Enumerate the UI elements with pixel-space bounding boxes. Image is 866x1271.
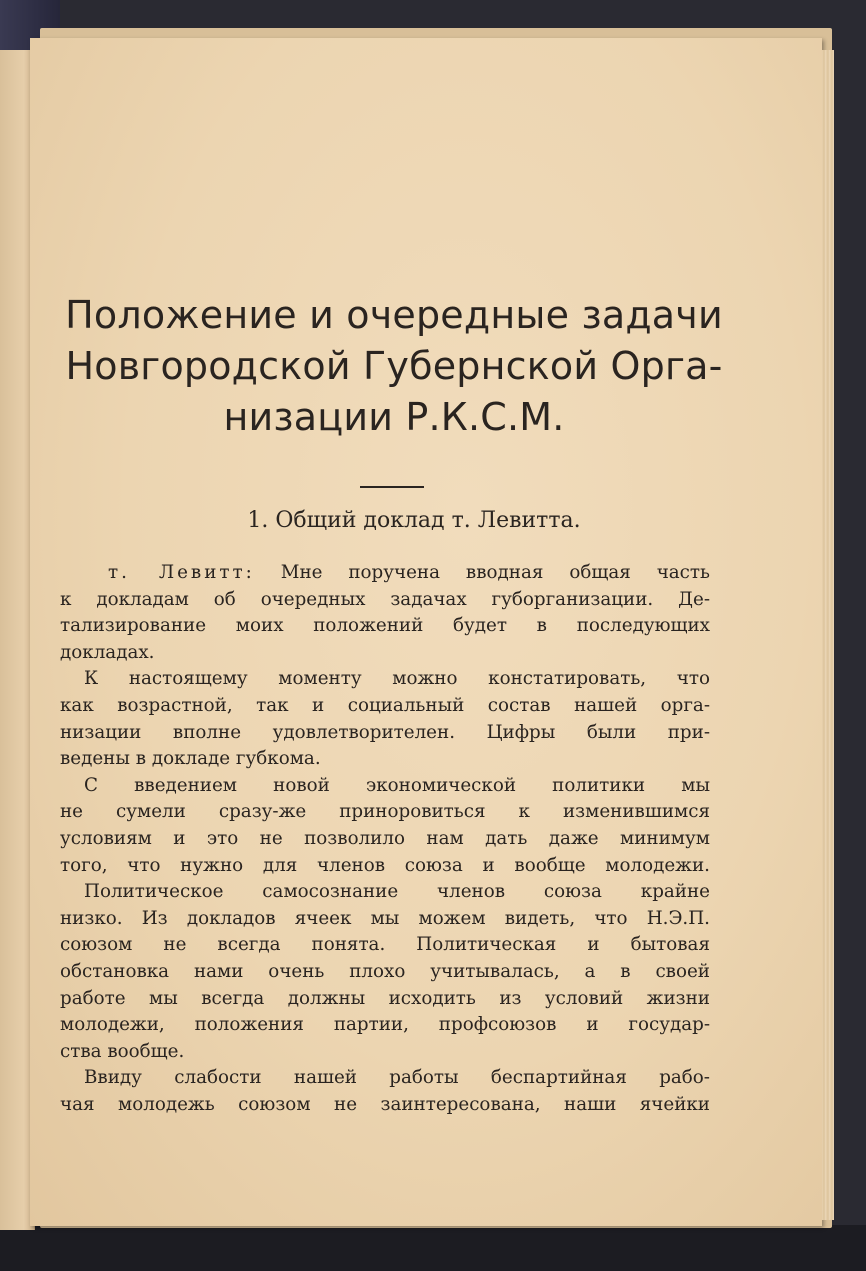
text-line-content: Мне поручена вводная общая часть: [254, 562, 710, 583]
text-line-content: тализирование моих положений будет в последующих: [60, 615, 710, 637]
text-line: [60, 799, 710, 826]
title-line-2: Новгородской Губернской Орга-: [65, 344, 723, 388]
text-line-content: обстановка нами очень плохо учитывалась, а в своей: [60, 960, 710, 982]
text-line: [60, 720, 710, 747]
text-line-content: Ввиду слабости нашей работы беспартийная рабо-: [84, 1067, 710, 1089]
text-line-content: К настоящему моменту можно констатировать, что: [84, 668, 710, 690]
title-line-1: Положение и очередные задачи: [65, 293, 723, 337]
text-line: [60, 666, 710, 693]
text-line: [60, 613, 710, 640]
text-line-content: условиям и это не позволило нам дать даже минимум: [60, 827, 710, 849]
text-line-content: союзом не всегда понята. Политическая и бытовая: [60, 934, 710, 956]
text-line-content: докладах.: [60, 641, 155, 663]
text-line: [60, 879, 710, 906]
text-line-content: ства вообще.: [60, 1040, 185, 1062]
title-line-3: низации Р.К.С.М.: [223, 395, 565, 439]
text-line-content: как возрастной, так и социальный состав нашей орга-: [60, 694, 710, 716]
section-heading: 1. Общий доклад т. Левитта.: [247, 508, 581, 533]
text-line-content: чая молодежь союзом не заинтересована, наши ячейки: [60, 1093, 710, 1115]
text-line-content: С введением новой экономической политики мы: [84, 774, 710, 796]
text-line: [60, 1065, 710, 1092]
body-text: [60, 560, 710, 1118]
text-line: [60, 773, 710, 800]
text-line-content: ведены в докладе губкома.: [60, 748, 321, 770]
speaker-name: т. Левитт:: [108, 562, 255, 583]
text-line: [60, 986, 710, 1013]
text-line: [60, 959, 710, 986]
text-line: [60, 640, 710, 667]
text-line-content: низации вполне удовлетворителен. Цифры были при-: [60, 721, 710, 743]
background-bottom: [0, 1225, 866, 1271]
text-line: [60, 1039, 710, 1066]
title-divider: [360, 486, 424, 488]
document-title: [44, 290, 744, 443]
text-line: [60, 906, 710, 933]
text-line: [60, 826, 710, 853]
text-line-content: Политическое самосознание членов союза крайне: [84, 881, 710, 903]
text-line: [60, 853, 710, 880]
text-line-content: не сумели сразу-же приноровиться к изменившимся: [60, 801, 710, 823]
text-line: [60, 587, 710, 614]
text-line: [60, 932, 710, 959]
page-edges: [822, 50, 834, 1220]
text-line: [60, 746, 710, 773]
text-line-content: молодежи, положения партии, профсоюзов и государ-: [60, 1014, 710, 1036]
text-line-content: того, что нужно для членов союза и вообще молодежи.: [60, 854, 710, 876]
text-line: [60, 1012, 710, 1039]
text-line: [60, 1092, 710, 1119]
text-line-content: работе мы всегда должны исходить из условий жизни: [60, 987, 710, 1009]
text-line: [60, 693, 710, 720]
text-line: [60, 560, 710, 587]
text-line-content: к докладам об очередных задачах губорганизации. Де-: [60, 588, 710, 610]
text-line-content: низко. Из докладов ячеек мы можем видеть, что Н.Э.П.: [60, 907, 710, 929]
